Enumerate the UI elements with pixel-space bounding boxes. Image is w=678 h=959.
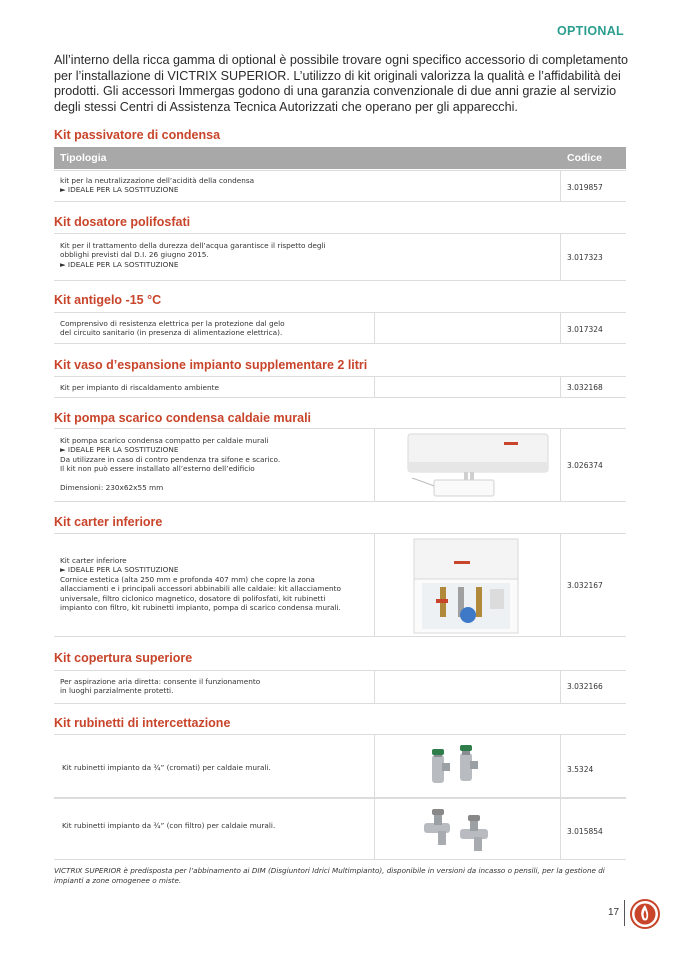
filter-valves-image (418, 805, 498, 857)
table-row (54, 376, 626, 398)
chrome-valves-image (424, 741, 494, 793)
row-description-line: Da utilizzare in caso di contro pendenza tra sifone e scarico. (60, 454, 281, 464)
row-description-line: ► IDEALE PER LA SOSTITUZIONE (60, 565, 179, 575)
table-row (54, 428, 626, 502)
row-description-line: impianto con filtro, kit rubinetti impianto, pompa di scarico condensa murali. (60, 603, 341, 613)
footnote: VICTRIX SUPERIOR è predisposta per l’abbinamento ai DIM (Disgiuntori Idrici Multimpianto), disponibile in versioni da incasso o pensili, per la gestione di impianti a zone omogenee o miste. (54, 866, 605, 885)
row-description-line: Kit carter inferiore (60, 556, 127, 565)
table-row (54, 312, 626, 344)
row-description-line: allacciamenti e i principali accessori abbinabili alle caldaie: kit allacciamento (60, 584, 341, 594)
row-description-line: Per aspirazione aria diretta: consente il funzionamento (60, 677, 261, 686)
row-description-line: Kit pompa scarico condensa compatto per caldaie murali (60, 436, 269, 445)
table-header (54, 147, 626, 169)
row-description-line: kit per la neutralizzazione dell’acidità della condensa (60, 176, 255, 185)
condensate-pump-image (404, 432, 554, 500)
table-row (54, 734, 626, 798)
section-title: Kit dosatore polifosfati (54, 215, 191, 229)
row-description-line: Kit per impianto di riscaldamento ambiente (60, 383, 219, 392)
section-title: Kit copertura superiore (54, 651, 193, 665)
row-description-line (60, 474, 280, 483)
product-code: 3.017323 (567, 253, 603, 262)
row-description-line: Comprensivo di resistenza elettrica per la protezione dal gelo (60, 319, 285, 328)
row-description-line: universale, filtro ciclonico magnetico, dosatore di polifosfati, kit rubinetti (60, 593, 326, 603)
row-description-line: Kit per il trattamento della durezza dell’acqua garantisce il rispetto degli (60, 241, 326, 250)
section-title: Kit carter inferiore (54, 515, 163, 529)
row-description-line: ► IDEALE PER LA SOSTITUZIONE (60, 259, 179, 269)
lower-cover-image (410, 537, 522, 635)
section-title: Kit passivatore di condensa (54, 128, 221, 142)
product-code: 3.026374 (567, 461, 603, 470)
row-description-line: ► IDEALE PER LA SOSTITUZIONE (60, 185, 179, 195)
row-description-line: del circuito sanitario (in presenza di alimentazione elettrica). (60, 328, 283, 338)
product-code: 3.032166 (567, 682, 603, 691)
intro-paragraph: All’interno della ricca gamma di optional è possibile trovare ogni specifico accessorio di completamento per l’installazione di VICTRIX SUPERIOR. L’utilizzo di kit originali valorizza la qualità e l’affidabilità dei prodotti. Gli accessori Immergas godono di una garanzia convenzionale di due anni grazie al servizio degli stessi Centri di Assistenza Tecnica Autorizzati che operano per gli apparecchi. (54, 53, 629, 114)
row-description-line: ► IDEALE PER LA SOSTITUZIONE (60, 445, 179, 455)
table-row (54, 798, 626, 860)
row-description-line: Kit rubinetti impianto da ¾” (con filtro) per caldaie murali. (62, 821, 276, 830)
product-code: 3.032167 (567, 581, 603, 590)
row-description-line: Il kit non può essere installato all’esterno dell’edificio (60, 464, 255, 474)
product-code: 3.015854 (567, 827, 603, 836)
section-title: Kit vaso d’espansione impianto supplementare 2 litri (54, 358, 368, 372)
product-code: 3.032168 (567, 383, 603, 392)
table-row (54, 233, 626, 281)
table-row (54, 170, 626, 202)
optional-label: OPTIONAL (557, 24, 624, 38)
column-header-tipologia: Tipologia (60, 152, 107, 164)
row-description-line: Cornice estetica (alta 250 mm e profonda 407 mm) che copre la zona (60, 574, 315, 584)
brand-flame-icon (630, 899, 660, 929)
row-description-line: Dimensioni: 230x62x55 mm (60, 483, 164, 493)
row-description-line: in luoghi parzialmente protetti. (60, 686, 174, 696)
product-code: 3.019857 (567, 183, 603, 192)
page-number: 17 (608, 907, 620, 918)
column-header-codice: Codice (567, 152, 603, 164)
product-code: 3.5324 (567, 765, 594, 774)
product-code: 3.017324 (567, 325, 603, 334)
section-title: Kit rubinetti di intercettazione (54, 716, 231, 730)
section-title: Kit antigelo -15 °C (54, 293, 162, 307)
table-row (54, 670, 626, 704)
section-title: Kit pompa scarico condensa caldaie murali (54, 411, 312, 425)
table-row (54, 533, 626, 637)
page-divider (624, 900, 625, 926)
row-description-line: Kit rubinetti impianto da ¾” (cromati) per caldaie murali. (62, 763, 271, 772)
row-description-line: obblighi previsti dal D.I. 26 giugno 2015. (60, 250, 209, 260)
